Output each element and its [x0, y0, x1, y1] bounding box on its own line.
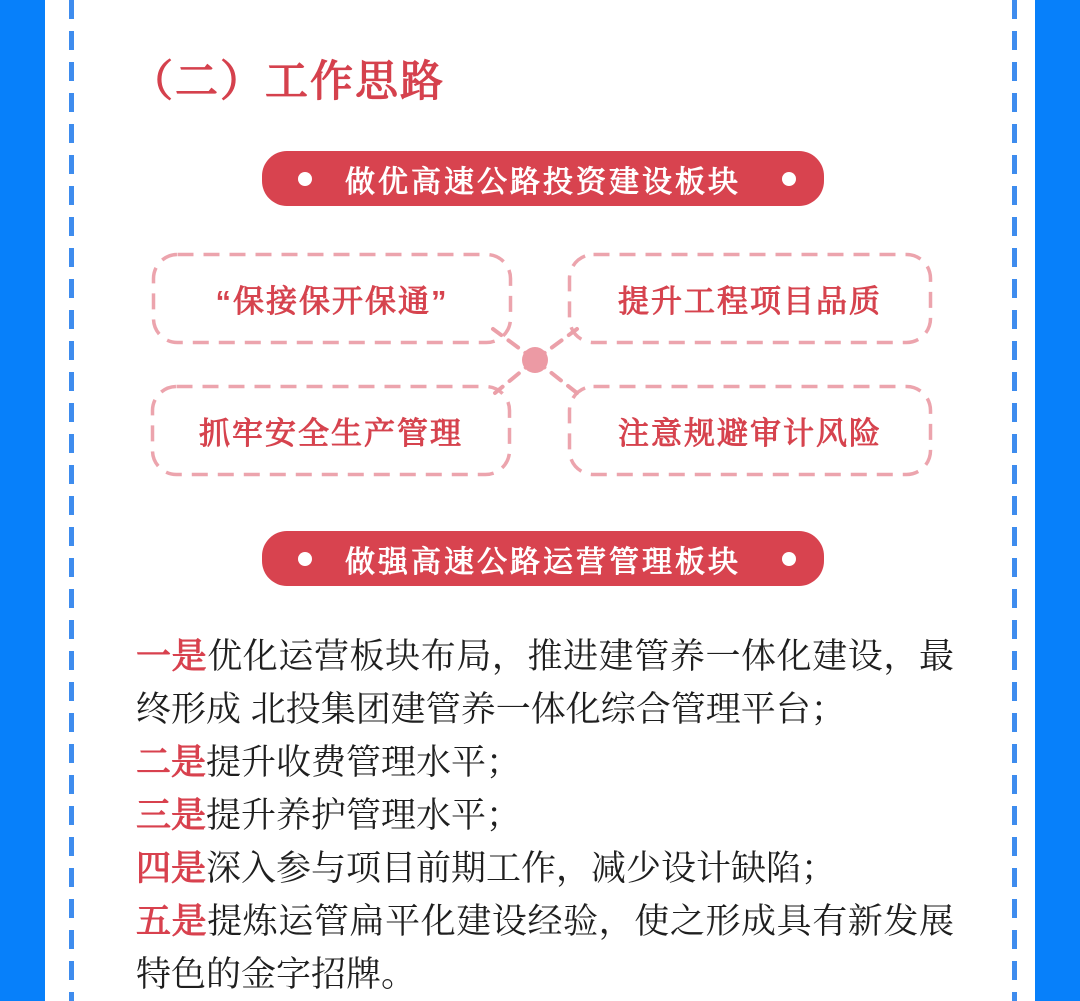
left-dashed-line [69, 0, 74, 1001]
strategy-box-safety-management [150, 384, 512, 477]
work-item [136, 895, 954, 1001]
work-item-number: 一是 [136, 637, 208, 676]
strategy-box-audit-risk [567, 384, 933, 477]
work-item-number: 四是 [136, 849, 207, 888]
left-blue-rail [0, 0, 45, 1001]
work-item [136, 789, 954, 842]
work-item-text: 提升收费管理水平； [206, 743, 522, 782]
right-blue-rail [1035, 0, 1080, 1001]
strategy-box-baojie-baokai-baotong [151, 252, 513, 345]
work-item [136, 842, 954, 895]
hub-connector-icon [485, 323, 589, 403]
banner-operations-segment [262, 531, 824, 586]
right-dashed-line [1012, 0, 1017, 1001]
work-item-number: 五是 [136, 902, 208, 941]
bullet-dot-icon [298, 552, 312, 566]
strategy-box-label: 提升工程项目品质 [618, 284, 882, 319]
work-item-number: 二是 [136, 743, 207, 782]
work-items-list [136, 630, 954, 1001]
banner-investment-segment [262, 151, 824, 206]
strategy-box-label: 抓牢安全生产管理 [199, 416, 463, 451]
banner-label: 做强高速公路运营管理板块 [345, 545, 741, 579]
work-item [136, 630, 954, 736]
section-title: （二）工作思路 [130, 58, 445, 106]
strategy-box-label: 注意规避审计风险 [618, 416, 882, 451]
bullet-dot-icon [298, 172, 312, 186]
strategy-box-label: “保接保开保通” [215, 284, 449, 319]
work-item-number: 三是 [136, 796, 207, 835]
work-item-text: 提升养护管理水平； [206, 796, 522, 835]
bullet-dot-icon [782, 552, 796, 566]
work-item [136, 736, 954, 789]
work-item-text: 提炼运管扁平化建设经验，使之形成具有新发展特色的金字招牌。 [136, 902, 954, 994]
bullet-dot-icon [782, 172, 796, 186]
work-item-text: 优化运营板块布局，推进建管养一体化建设，最终形成 北投集团建管养一体化综合管理平台； [136, 637, 954, 729]
banner-label: 做优高速公路投资建设板块 [345, 165, 741, 199]
strategy-box-project-quality [567, 252, 933, 345]
work-item-text: 深入参与项目前期工作，减少设计缺陷； [206, 849, 837, 888]
